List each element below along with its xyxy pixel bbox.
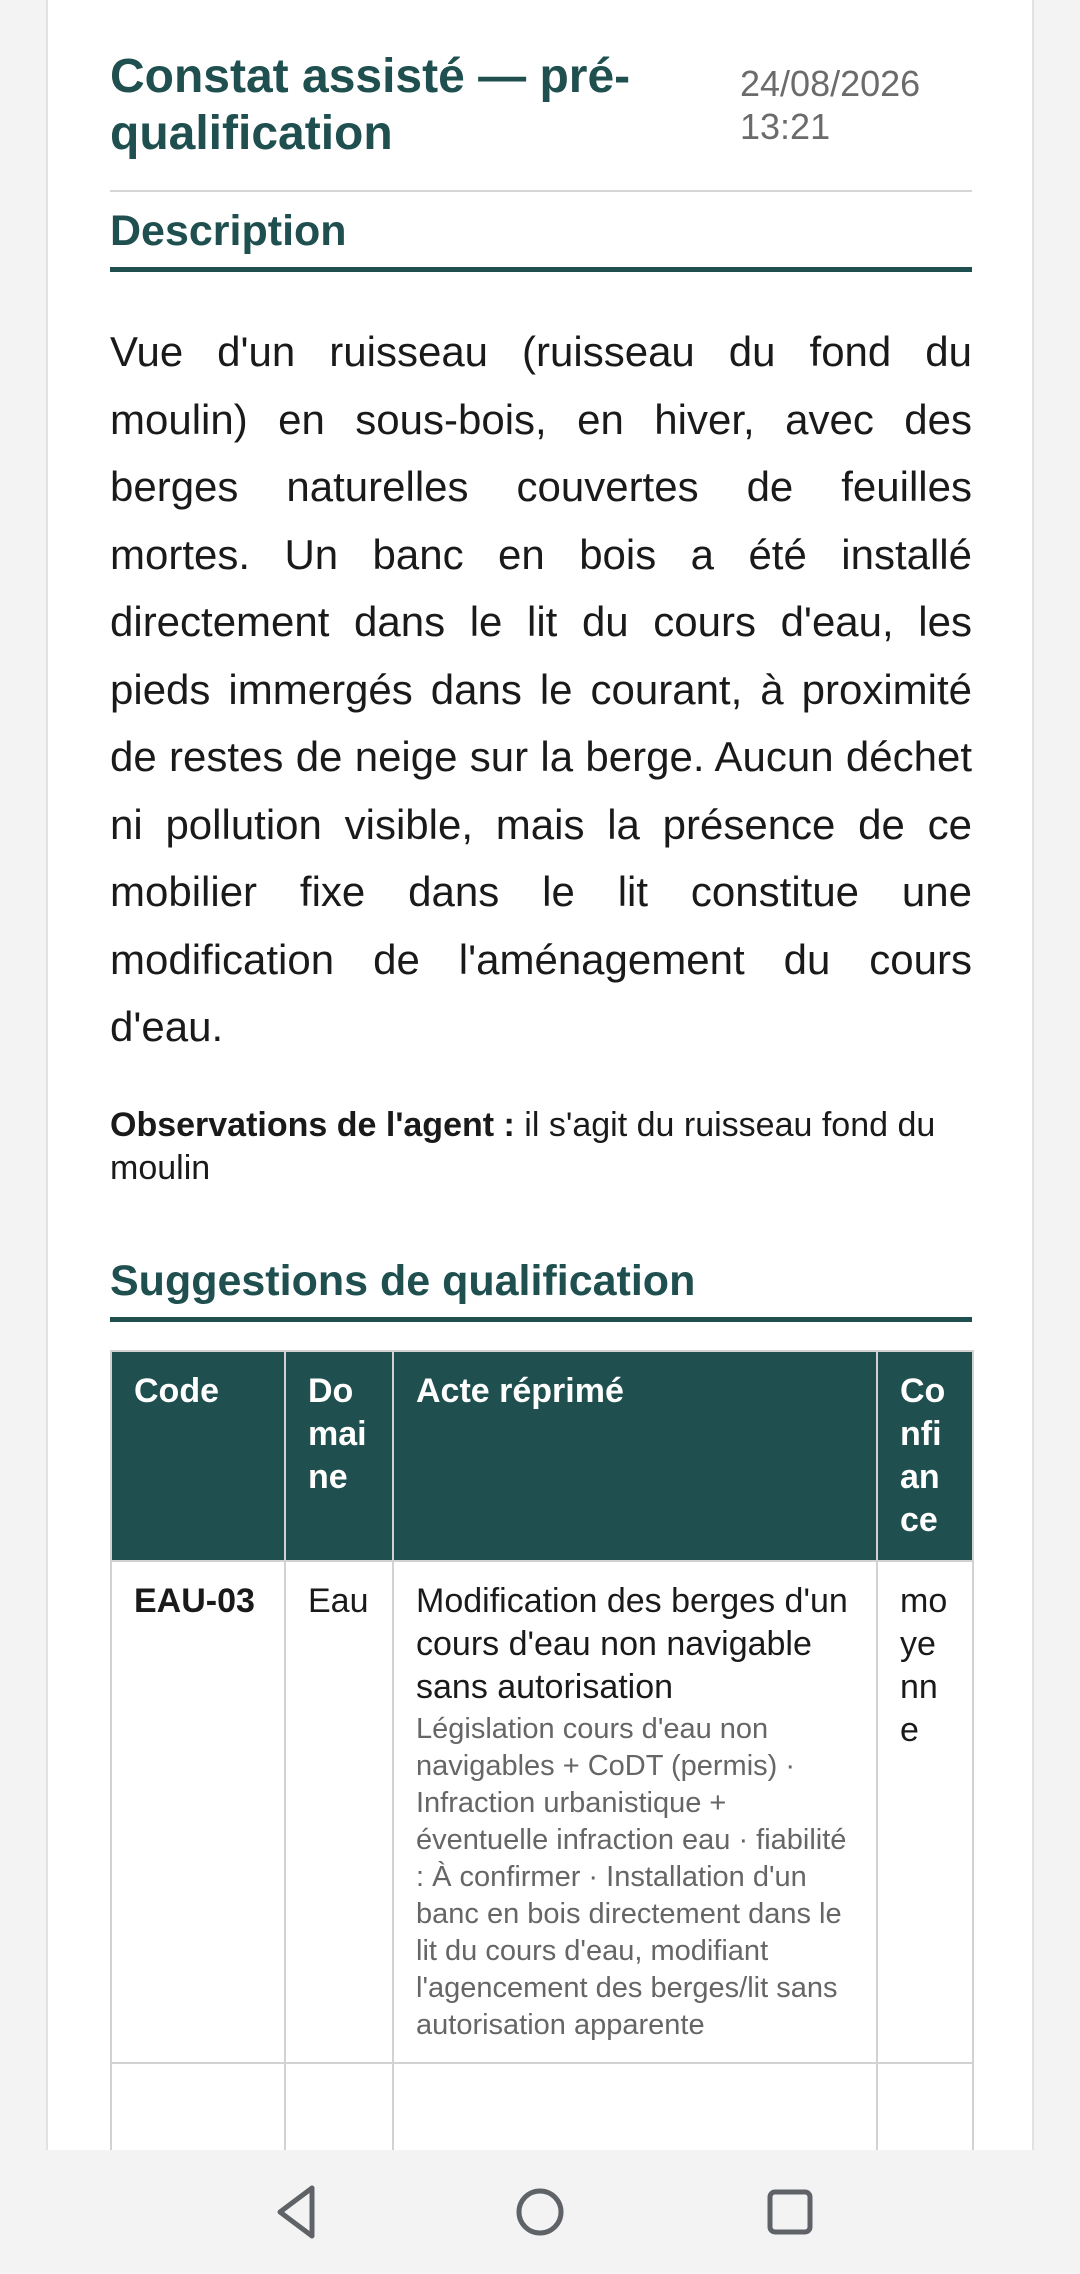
report-date: 24/08/2026 [740, 63, 921, 104]
table-header-row [111, 1351, 973, 1561]
row-code: EAU-03 [111, 1561, 285, 2063]
agent-observations [110, 1104, 972, 1190]
table-row [111, 1561, 973, 2063]
report-page [46, 0, 1034, 2150]
column-header-confiance: Confiance [877, 1351, 973, 1561]
column-header-acte: Acte réprimé [393, 1351, 877, 1561]
description-heading: Description [110, 200, 972, 272]
recent-apps-icon[interactable] [758, 2180, 822, 2244]
row-domaine [285, 2063, 393, 2150]
page-title: Constat assisté — pré-qualification [110, 50, 631, 160]
report-datetime [740, 62, 970, 148]
home-icon[interactable] [508, 2180, 572, 2244]
row-confiance: moyenne [877, 1561, 973, 2063]
suggestions-heading: Suggestions de qualification [110, 1250, 972, 1322]
observations-label: Observations de l'agent : [110, 1106, 515, 1144]
suggestions-table [110, 1350, 974, 2150]
description-text: Vue d'un ruisseau (ruisseau du fond du moulin) en sous-bois, en hiver, avec des berges naturelles couvertes de feuilles mortes. Un banc en bois a été installé directement dans le lit du cours d'eau, les pieds immergés dans le courant, à proximité de restes de neige sur la berge. Aucun déchet ni pollution visible, mais la présence de ce mobilier fixe dans le lit constitue une modification de l'aménagement du cours d'eau. [110, 328, 972, 1050]
table-row [111, 2063, 973, 2150]
row-acte-details: Législation cours d'eau non navigables + CoDT (permis) · Infraction urbanistique + éventuelle infraction eau · fiabilité : À confirmer · Installation d'un banc en bois directement dans le lit du cours d'eau, modifiant l'agencement des berges/lit sans autorisation apparente [416, 1713, 847, 2041]
column-header-code: Code [111, 1351, 285, 1561]
row-acte: Modification des berges d'un cours d'eau non navigable sans autorisation [416, 1582, 848, 1706]
system-navigation-bar [0, 2150, 1080, 2274]
row-code [111, 2063, 285, 2150]
back-icon[interactable] [266, 2180, 330, 2244]
observations-text: il s'agit du ruisseau fond du moulin [110, 1106, 936, 1187]
row-domaine: Eau [285, 1561, 393, 2063]
row-acte-cell [393, 2063, 877, 2150]
report-header [110, 48, 972, 192]
column-header-domaine: Domaine [285, 1351, 393, 1561]
row-confiance [877, 2063, 973, 2150]
report-time: 13:21 [740, 106, 831, 147]
row-acte-cell [393, 1561, 877, 2063]
